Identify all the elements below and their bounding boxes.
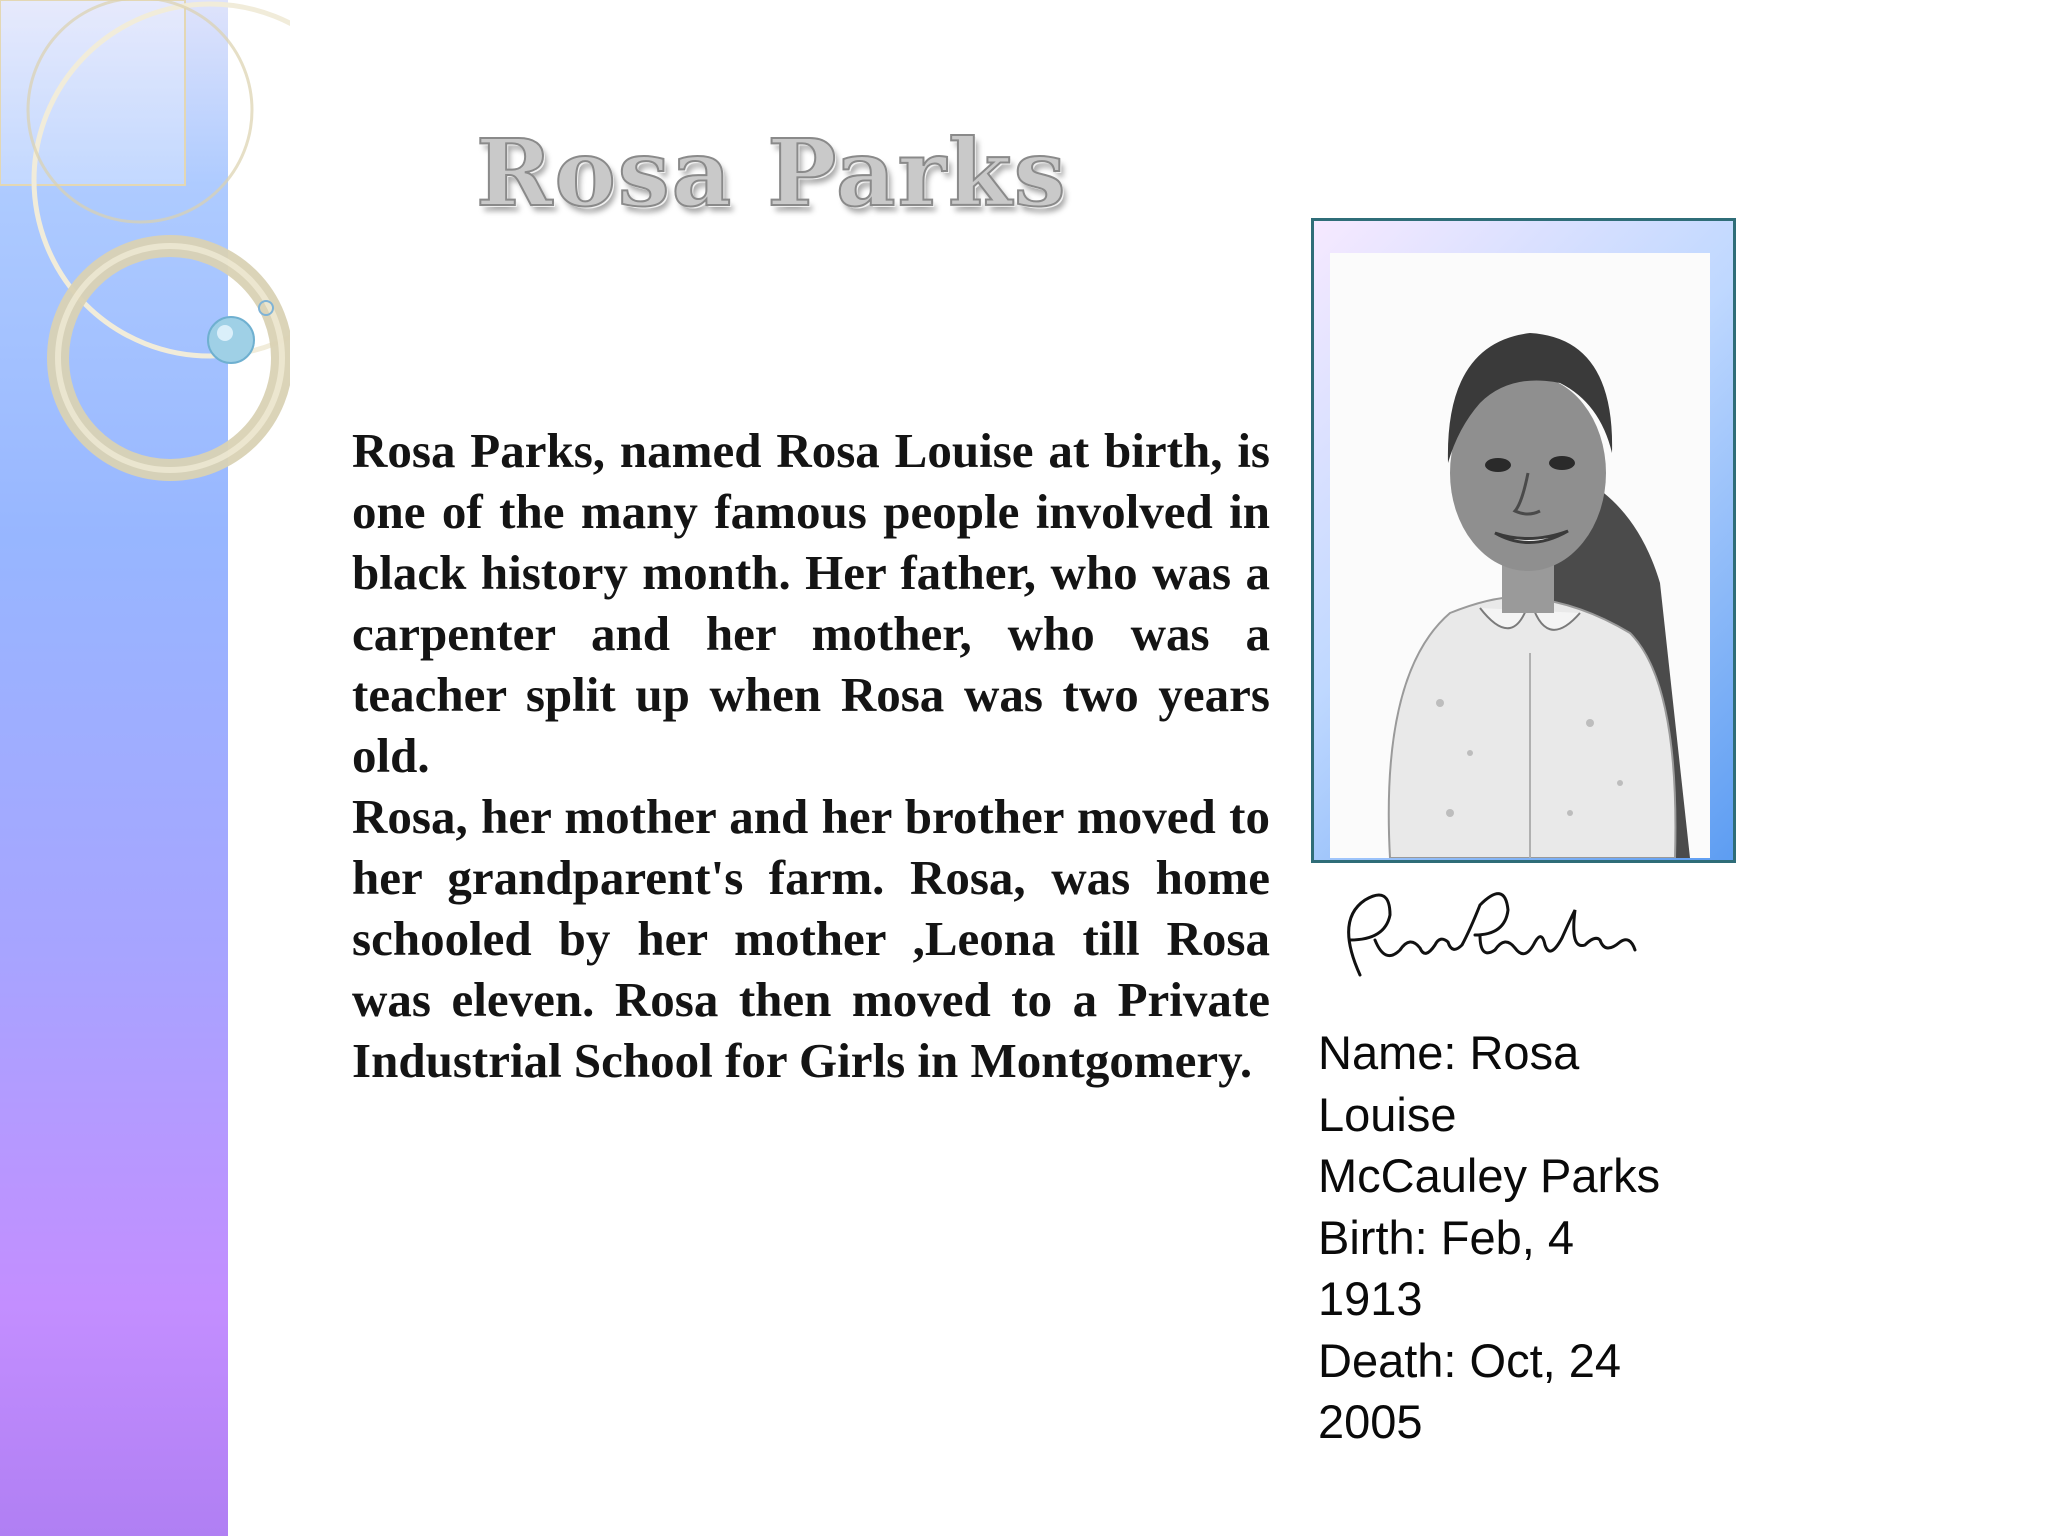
info-line: Louise: [1318, 1087, 1457, 1141]
info-line: Death: Oct, 24: [1318, 1333, 1622, 1387]
slide-title: Rosa Parks: [476, 119, 1068, 227]
portrait-photo: [1330, 253, 1710, 858]
info-box: [1318, 1022, 1738, 1453]
biography-paragraph: Rosa, her mother and her brother moved to her grandparent's farm. Rosa, was home schooled by her mother ,Leona till Rosa was eleven. Rosa then moved to a Private Industrial School for Girls in Montgomery.: [352, 789, 1295, 1088]
signature-icon: [1330, 880, 1660, 990]
info-line: 1913: [1318, 1272, 1423, 1325]
decorative-rings-icon: [0, 0, 290, 520]
biography-text: [352, 420, 1295, 1091]
info-line: Birth: Feb, 4: [1318, 1210, 1574, 1264]
signature-image: [1330, 880, 1660, 990]
decorative-side-band: [0, 0, 228, 1536]
info-line: 2005: [1318, 1395, 1423, 1448]
info-line: Name: Rosa: [1318, 1026, 1580, 1079]
portrait-frame: [1311, 218, 1736, 863]
biography-paragraph: Rosa Parks, named Rosa Louise at birth, is one of the many famous people involved in black history month. Her father, who was a carpenter and her mother, who was a teacher split up when Rosa was two years old.: [352, 423, 1283, 783]
info-line: McCauley Parks: [1318, 1149, 1661, 1202]
portrait-illustration-icon: [1330, 253, 1710, 858]
